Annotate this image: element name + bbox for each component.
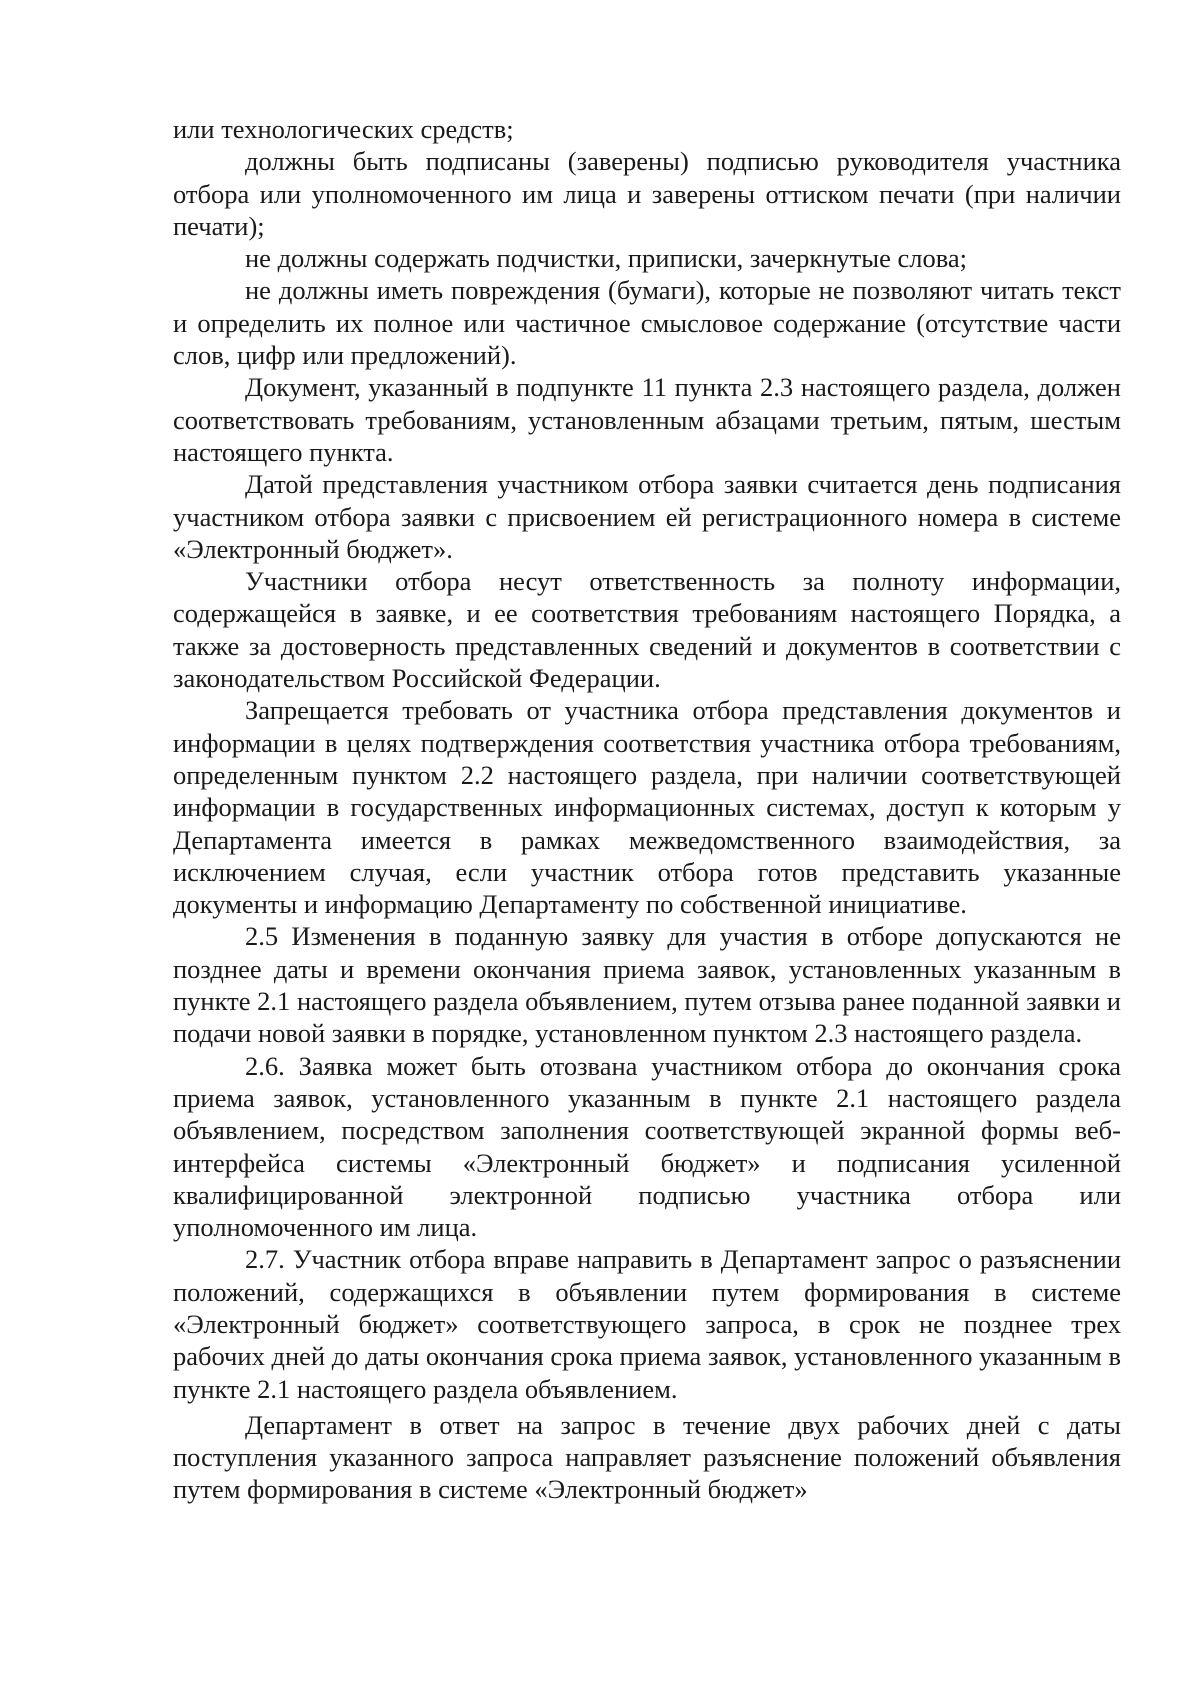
paragraph-no-damage: не должны иметь повреждения (бумаги), которые не позволяют читать текст и определить их полное или частичное смысловое содержание (отсутствие части слов, цифр или предложений). — [173, 275, 1121, 371]
paragraph-submission-date: Датой представления участником отбора заявки считается день подписания участником отбора заявки с присвоением ей регистрационного номера в системе «Электронный бюджет». — [173, 469, 1121, 564]
paragraph-section-2-5: 2.5 Изменения в поданную заявку для участия в отборе допускаются не позднее даты и времени окончания приема заявок, установленных указанным в пункте 2.1 настоящего раздела объявлением, путем отзыва ранее поданной заявки и подачи новой заявки в порядке, установленном пунктом 2.3 настоящего раздела. — [173, 921, 1121, 1049]
document-page — [173, 113, 1121, 1506]
paragraph-section-2-6: 2.6. Заявка может быть отозвана участником отбора до окончания срока приема заявок, установленного указанным в пункте 2.1 настоящего раздела объявлением, посредством заполнения соответствующей экранной формы веб-интерфейса системы «Электронный бюджет» и подписания усиленной квалифицированной электронной подписью участника отбора или уполномоченного им лица. — [173, 1050, 1121, 1243]
paragraph-signature-requirement: должны быть подписаны (заверены) подписью руководителя участника отбора или уполномоченного им лица и заверены оттиском печати (при наличии печати); — [173, 146, 1121, 241]
paragraph-prohibition: Запрещается требовать от участника отбора представления документов и информации в целях подтверждения соответствия участника отбора требованиям, определенным пунктом 2.2 настоящего раздела, при наличии соответствующей информации в государственных информационных системах, доступ к которым у Департамента имеется в рамках межведомственного взаимодействия, за исключением случая, если участник отбора готов представить указанные документы и информацию Департаменту по собственной инициативе. — [173, 695, 1121, 920]
paragraph-continuation: или технологических средств; — [173, 114, 514, 144]
paragraph-section-2-7: 2.7. Участник отбора вправе направить в Департамент запрос о разъяснении положений, содержащихся в объявлении путем формирования в системе «Электронный бюджет» соответствующего запроса, в срок не позднее трех рабочих дней до даты окончания срока приема заявок, установленного указанным в пункте 2.1 настоящего раздела объявлением. — [173, 1244, 1121, 1404]
paragraph-participant-responsibility: Участники отбора несут ответственность за полноту информации, содержащейся в заявке, и ее соответствия требованиям настоящего Порядка, а также за достоверность представленных сведений и документов в соответствии с законодательством Российской Федерации. — [173, 566, 1121, 694]
paragraph-no-corrections: не должны содержать подчистки, приписки, зачеркнутые слова; — [245, 243, 967, 274]
paragraph-document-requirements: Документ, указанный в подпункте 11 пункта 2.3 настоящего раздела, должен соответствовать требованиям, установленным абзацами третьим, пятым, шестым настоящего пункта. — [173, 372, 1121, 467]
paragraph-department-response: Департамент в ответ на запрос в течение двух рабочих дней с даты поступления указанного запроса направляет разъяснение положений объявления путем формирования в системе «Электронный бюджет» — [173, 1409, 1121, 1505]
